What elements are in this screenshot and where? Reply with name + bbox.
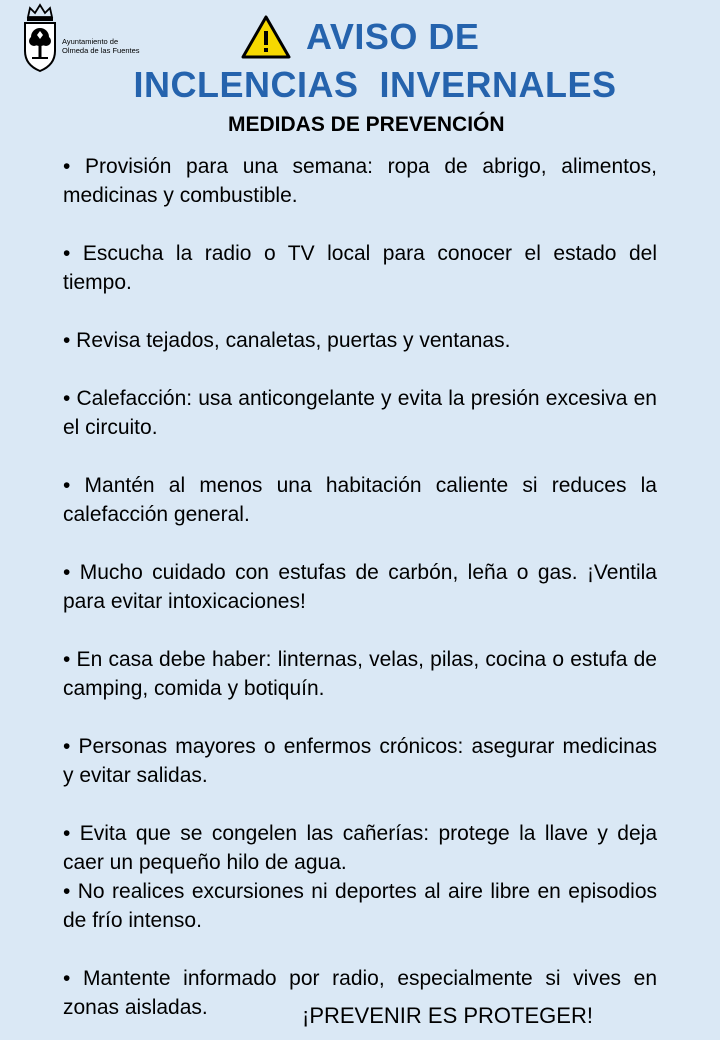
title-line-2: INCLENCIAS INVERNALES: [133, 64, 617, 105]
list-item: • Provisión para una semana: ropa de abrigo, alimentos, medicinas y combustible.: [63, 155, 657, 207]
prevention-list: [63, 152, 657, 1022]
footer-slogan: ¡PREVENIR ES PROTEGER!: [302, 1003, 593, 1028]
list-item: • Mucho cuidado con estufas de carbón, leña o gas. ¡Ventila para evitar intoxicaciones!: [63, 561, 657, 613]
list-item: • No realices excursiones ni deportes al aire libre en episodios de frío intenso.: [63, 880, 657, 932]
list-item: • Escucha la radio o TV local para conocer el estado del tiempo.: [63, 242, 657, 294]
coat-of-arms-icon: [22, 3, 58, 73]
list-item: • En casa debe haber: linternas, velas, pilas, cocina o estufa de camping, comida y botiquín.: [63, 648, 657, 700]
subtitle: MEDIDAS DE PREVENCIÓN: [228, 113, 505, 136]
list-item: • Calefacción: usa anticongelante y evita la presión excesiva en el circuito.: [63, 387, 657, 439]
list-item: • Personas mayores o enfermos crónicos: asegurar medicinas y evitar salidas.: [63, 735, 657, 787]
warning-triangle-icon: [240, 14, 292, 60]
list-item: • Mantente informado por radio, especialmente si vives en zonas aisladas.: [63, 967, 657, 1019]
logo-line-2: Olmeda de las Fuentes: [62, 46, 140, 55]
logo-line-1: Ayuntamiento de: [62, 37, 119, 46]
list-item: • Revisa tejados, canaletas, puertas y ventanas.: [63, 329, 511, 352]
list-item: • Evita que se congelen las cañerías: protege la llave y deja caer un pequeño hilo de agua.: [63, 822, 657, 874]
title-row: [240, 14, 479, 60]
title-line-1: AVISO DE: [306, 16, 480, 57]
list-item: • Mantén al menos una habitación caliente si reduces la calefacción general.: [63, 474, 657, 526]
